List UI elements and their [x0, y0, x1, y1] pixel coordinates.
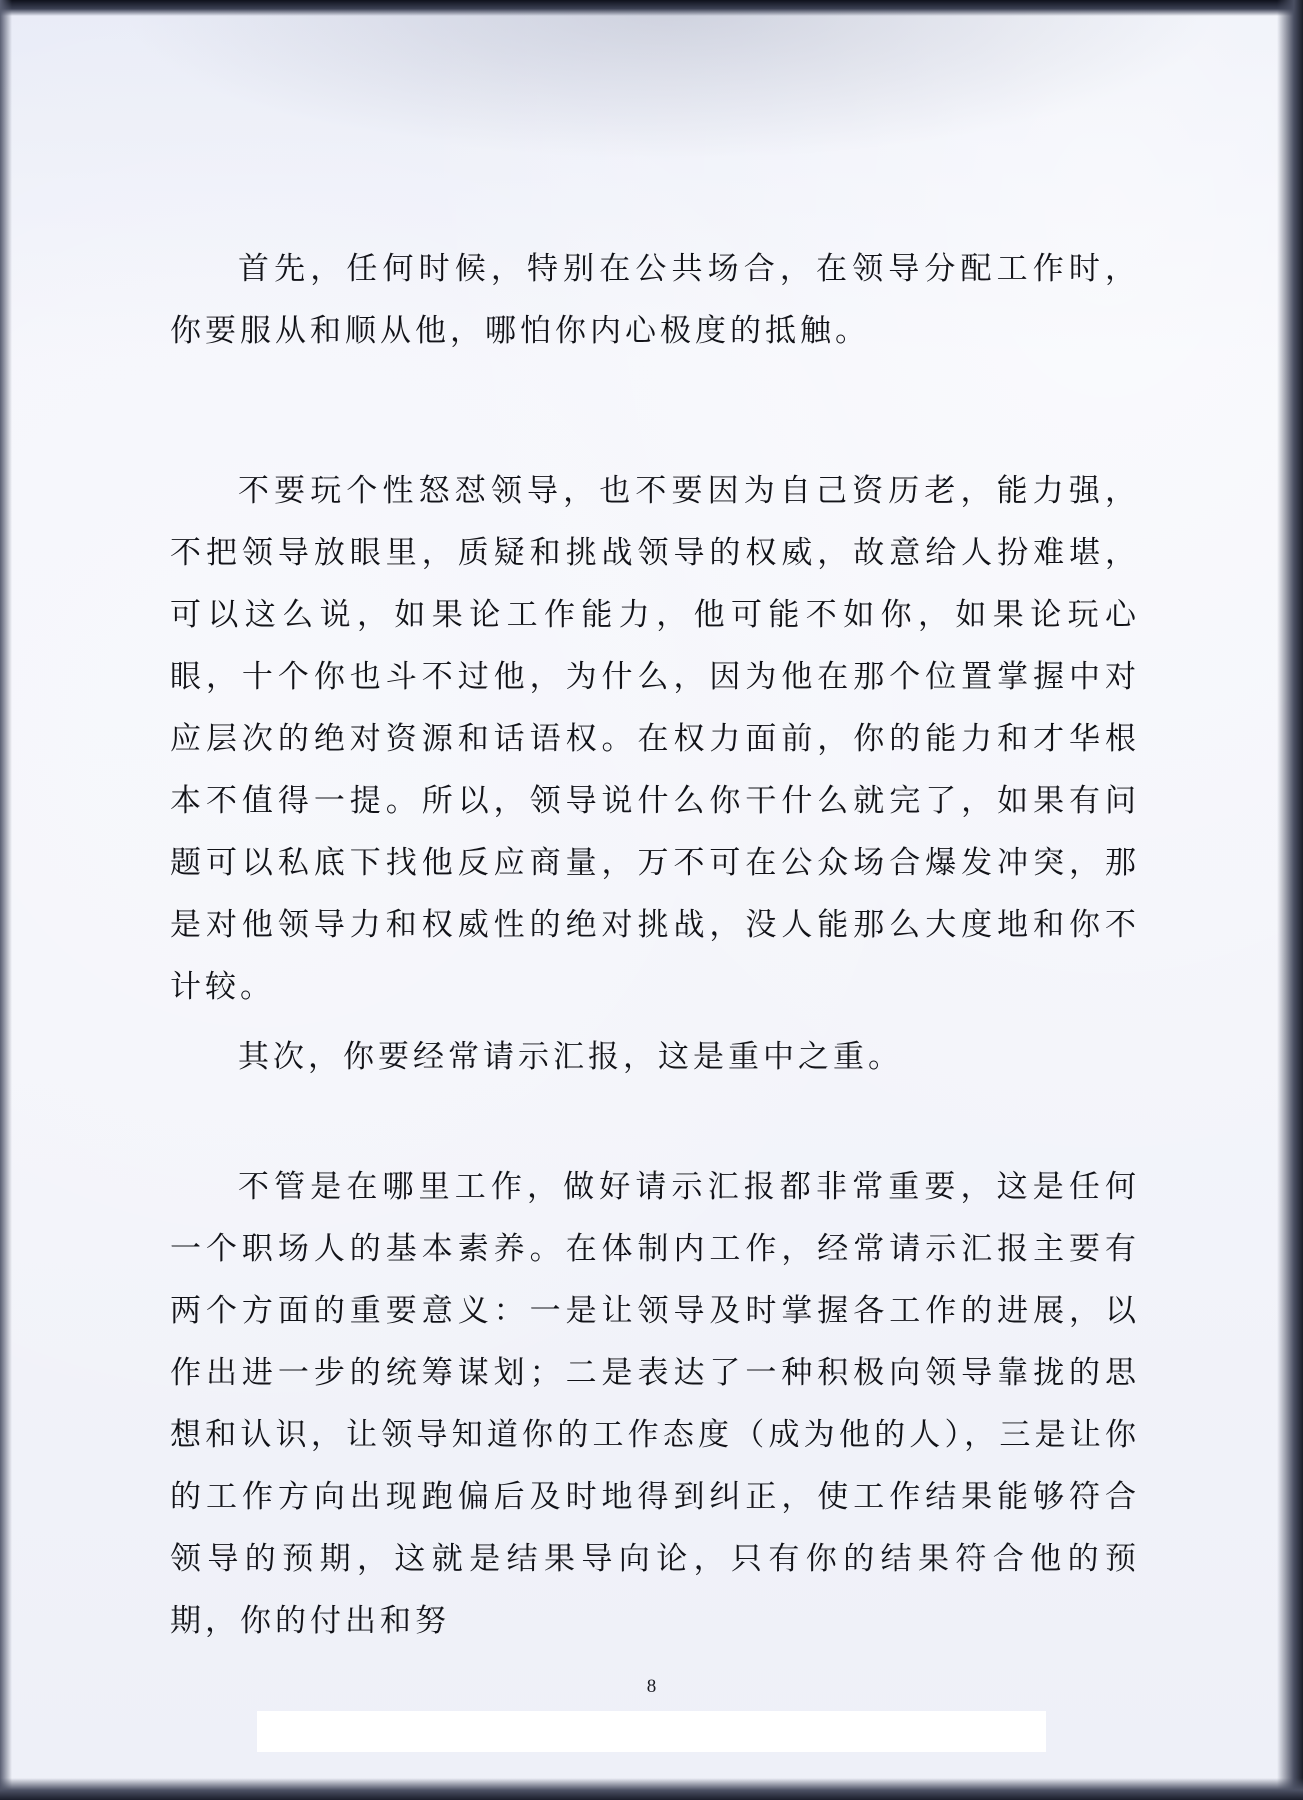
paragraph-4: 不管是在哪里工作，做好请示汇报都非常重要，这是任何一个职场人的基本素养。在体制内工作，经常请示汇报主要有两个方面的重要意义：一是让领导及时掌握各工作的进展，以作出进一步的统筹谋划；二是表达了一种积极向领导靠拢的思想和认识，让领导知道你的工作态度（成为他的人），三是让你的工作方向出现跑偏后及时地得到纠正，使工作结果能够符合领导的预期，这就是结果导向论，只有你的结果符合他的预期，你的付出和努 — [170, 1169, 1140, 1639]
paragraph-1: 首先，任何时候，特别在公共场合，在领导分配工作时，你要服从和顺从他，哪怕你内心极度的抵触。 — [170, 251, 1140, 349]
page-number: 8 — [646, 1676, 657, 1697]
paragraph-2: 不要玩个性怒怼领导，也不要因为自己资历老，能力强，不把领导放眼里，质疑和挑战领导的权威，故意给人扮难堪，可以这么说，如果论工作能力，他可能不如你，如果论玩心眼，十个你也斗不过他，为什么，因为他在那个位置掌握中对应层次的绝对资源和话语权。在权力面前，你的能力和才华根本不值得一提。所以，领导说什么你干什么就完了，如果有问题可以私底下找他反应商量，万不可在公众场合爆发冲突，那是对他领导力和权威性的绝对挑战，没人能那么大度地和你不计较。 — [170, 473, 1140, 1005]
redaction-bar — [257, 1711, 1046, 1752]
paragraph-3: 其次，你要经常请示汇报，这是重中之重。 — [238, 1039, 903, 1075]
